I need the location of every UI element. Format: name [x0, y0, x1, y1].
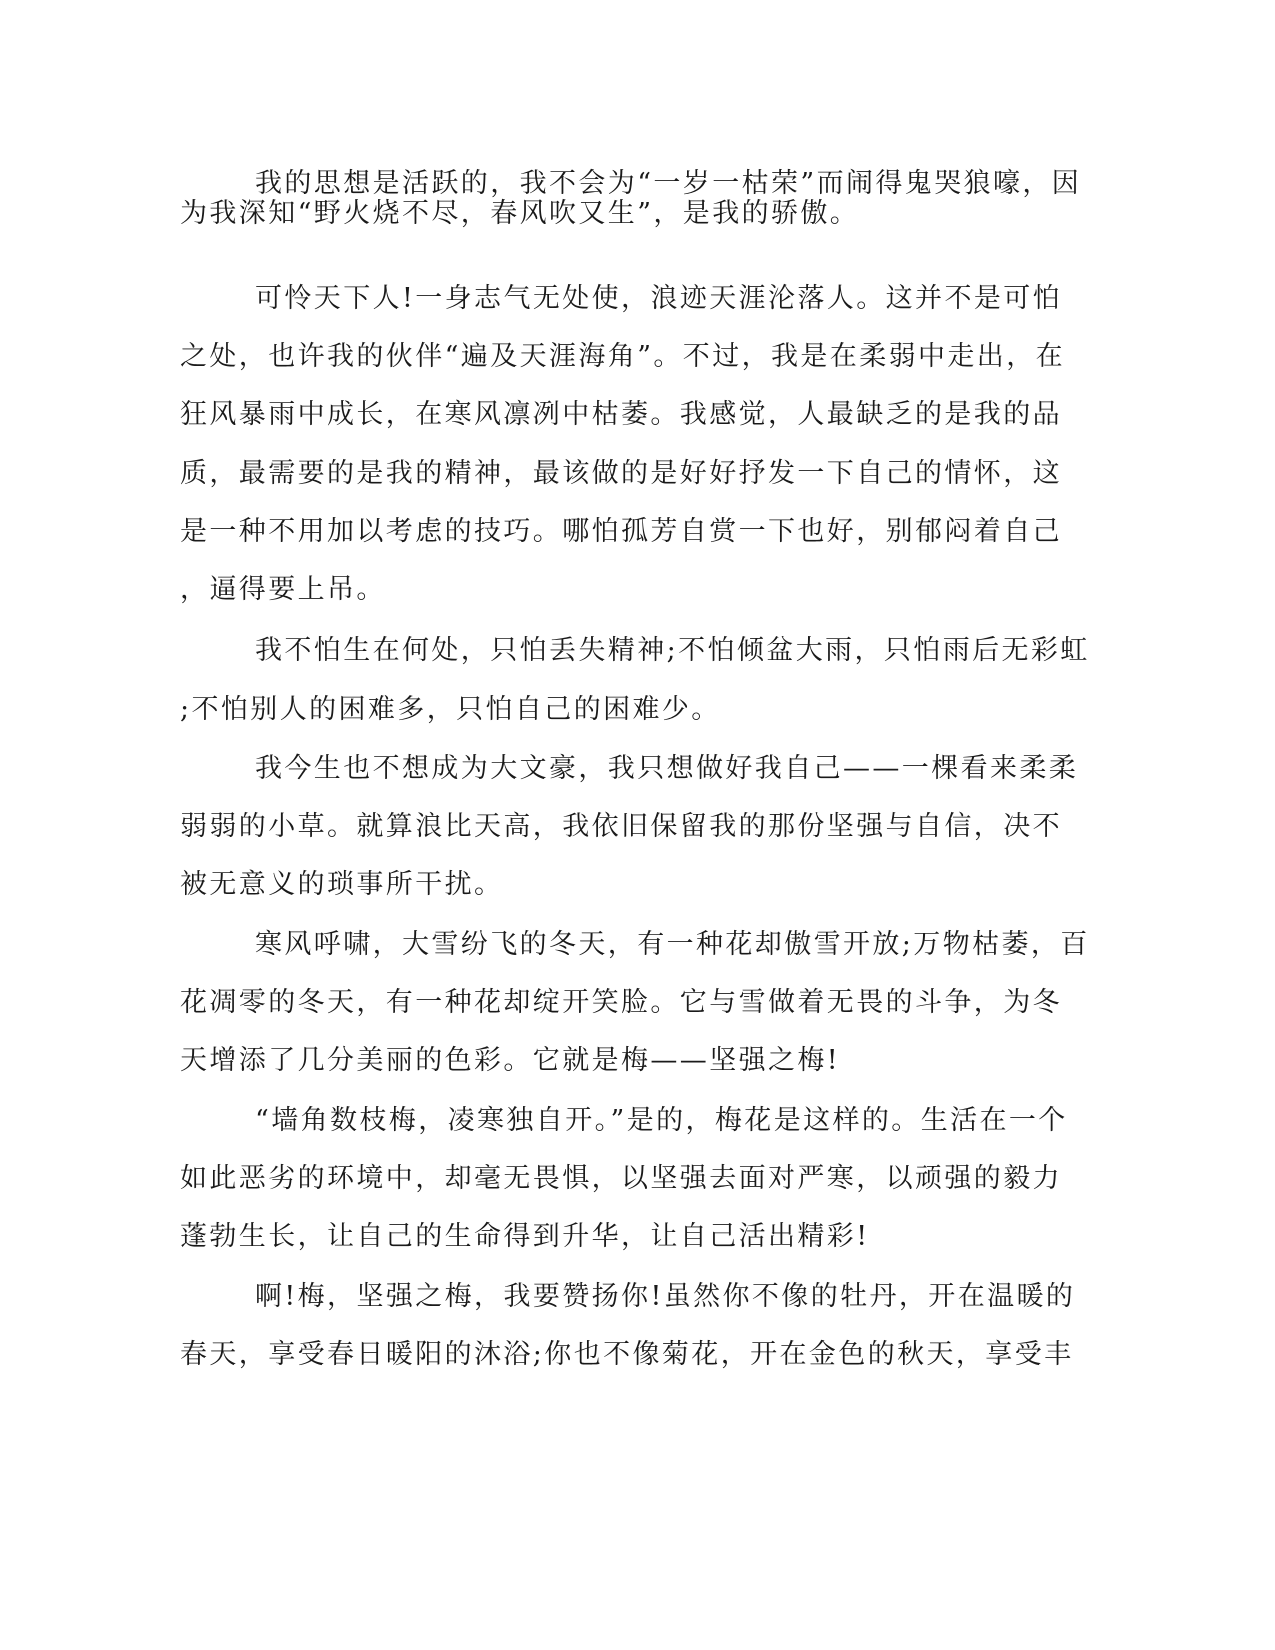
text-line-5: 狂风暴雨中成长，在寒风凛冽中枯萎。我感觉，人最缺乏的是我的品 [180, 399, 1062, 430]
text-line-7: 是一种不用加以考虑的技巧。哪怕孤芳自赏一下也好，别郁闷着自己 [180, 516, 1062, 547]
text-line-17: “墙角数枝梅，凌寒独自开。”是的，梅花是这样的。生活在一个 [255, 1105, 1068, 1136]
text-line-11: 我今生也不想成为大文豪，我只想做好我自己——一棵看来柔柔 [255, 753, 1079, 784]
text-line-15: 花凋零的冬天，有一种花却绽开笑脸。它与雪做着无畏的斗争，为冬 [180, 987, 1062, 1018]
text-line-4: 之处，也许我的伙伴“遍及天涯海角”。不过，我是在柔弱中走出，在 [180, 341, 1066, 372]
text-line-9: 我不怕生在何处，只怕丢失精神;不怕倾盆大雨，只怕雨后无彩虹 [255, 635, 1090, 666]
text-line-16: 天增添了几分美丽的色彩。它就是梅——坚强之梅! [180, 1045, 841, 1076]
text-line-3: 可怜天下人!一身志气无处使，浪迹天涯沦落人。这并不是可怕 [255, 283, 1063, 314]
text-line-21: 春天，享受春日暖阳的沐浴;你也不像菊花，开在金色的秋天，享受丰 [180, 1339, 1074, 1370]
text-line-20: 啊!梅，坚强之梅，我要赞扬你!虽然你不像的牡丹，开在温暖的 [255, 1281, 1076, 1312]
text-line-18: 如此恶劣的环境中，却毫无畏惧，以坚强去面对严寒，以顽强的毅力 [180, 1163, 1062, 1194]
text-line-6: 质，最需要的是我的精神，最该做的是好好抒发一下自己的情怀，这 [180, 458, 1062, 489]
text-line-14: 寒风呼啸，大雪纷飞的冬天，有一种花却傲雪开放;万物枯萎，百 [255, 929, 1090, 960]
text-line-2: 为我深知“野火烧不尽，春风吹又生”，是我的骄傲。 [180, 198, 860, 229]
text-line-1: 我的思想是活跃的，我不会为“一岁一枯荣”而闹得鬼哭狼嚎，因 [255, 168, 1082, 199]
text-line-13: 被无意义的琐事所干扰。 [180, 869, 504, 900]
text-line-8: ，逼得要上吊。 [180, 574, 386, 605]
text-line-19: 蓬勃生长，让自己的生命得到升华，让自己活出精彩! [180, 1221, 870, 1252]
text-line-10: ;不怕别人的困难多，只怕自己的困难少。 [180, 694, 721, 725]
text-line-12: 弱弱的小草。就算浪比天高，我依旧保留我的那份坚强与自信，决不 [180, 811, 1062, 842]
